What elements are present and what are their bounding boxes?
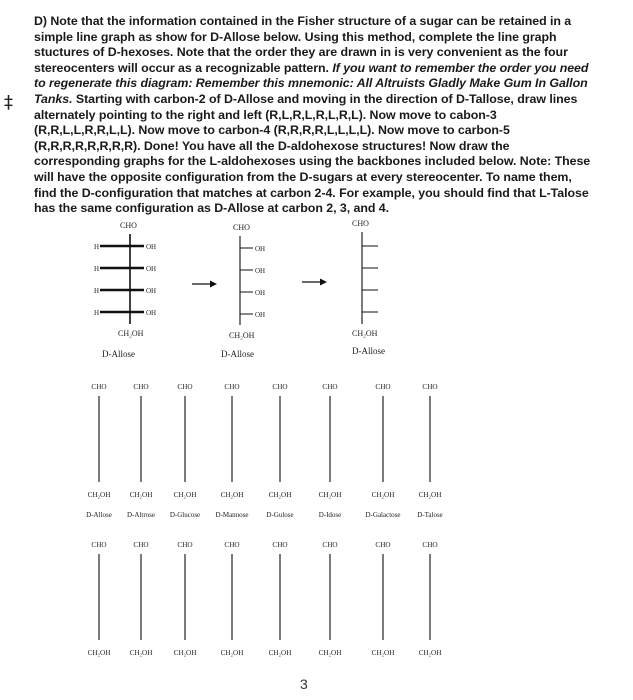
fisher-h-label: H xyxy=(94,243,100,251)
fisher-oh-label: OH xyxy=(146,265,157,273)
page-number: 3 xyxy=(300,676,308,692)
sugar-backbone xyxy=(215,383,248,519)
backbone-ch2oh-label: CH₂OH xyxy=(318,649,342,657)
backbone-cho-label: CHO xyxy=(272,383,288,391)
sugar-backbone xyxy=(88,541,111,657)
backbone-ch2oh-label: CH₂OH xyxy=(220,491,244,499)
line-oh-label: OH xyxy=(255,289,266,297)
fisher-row xyxy=(94,265,156,273)
backbone-ch2oh-label: CH₂OH xyxy=(371,649,395,657)
fisher-cho-label: CHO xyxy=(120,221,137,230)
backbone-cho-label: CHO xyxy=(91,383,107,391)
sugar-name-label: D-Talose xyxy=(417,511,443,519)
l-hexose-backbones xyxy=(88,541,442,657)
fisher-row xyxy=(94,243,156,251)
backbone-cho-label: CHO xyxy=(322,541,338,549)
backbone-ch2oh-label: CH₂OH xyxy=(318,491,342,499)
problem-text-part1: D) Note that the information contained in the Fisher structure of a sugar can be retained in a simple line graph as show for D-Allose below. Using this method, complete the line graph stuctures of D-hexoses. Note that the order they are drawn in is very convenient as the four stereocenters will occur as a recognizable pattern. xyxy=(34,14,572,75)
sugar-name-label: D-Idose xyxy=(318,511,342,519)
fisher-h-label: H xyxy=(94,309,100,317)
backbone-ch2oh-label: CH₂OH xyxy=(418,491,442,499)
sugar-backbone xyxy=(366,383,401,519)
line-representation-d-allose xyxy=(221,223,265,359)
sugar-name-label: D-Altrose xyxy=(127,511,155,519)
sugar-backbone xyxy=(170,383,200,519)
sugar-backbone xyxy=(266,383,293,519)
sugar-backbone xyxy=(319,383,342,519)
backbone-cho-label: CHO xyxy=(422,383,438,391)
fisher-oh-label: OH xyxy=(146,287,157,295)
sugar-backbone xyxy=(319,541,342,657)
fisher-projection-d-allose xyxy=(94,221,156,359)
line-ch2oh-label: CH₂OH xyxy=(229,331,255,340)
fisher-row xyxy=(94,287,156,295)
backbone-ch2oh-label: CH₂OH xyxy=(220,649,244,657)
sugar-backbone xyxy=(221,541,244,657)
sugar-name-label: D-Mannose xyxy=(215,511,249,519)
sugar-backbone xyxy=(174,541,197,657)
backbone-ch2oh-label: CH₂OH xyxy=(87,491,111,499)
sugar-backbone xyxy=(419,541,442,657)
d-hexose-backbones xyxy=(86,383,443,519)
backbone-cho-label: CHO xyxy=(322,383,338,391)
graph-ch2oh-label: CH₂OH xyxy=(352,329,378,338)
sugar-name-label: D-Allose xyxy=(86,511,112,519)
backbone-cho-label: CHO xyxy=(375,541,391,549)
sugar-backbone xyxy=(269,541,292,657)
backbone-ch2oh-label: CH₂OH xyxy=(418,649,442,657)
backbone-cho-label: CHO xyxy=(133,541,149,549)
backbone-ch2oh-label: CH₂OH xyxy=(371,491,395,499)
problem-text-mnemonic: If you want to remember the order you need to regenerate this diagram: Remember this mnemonic: All Altruists Gladly Make Gum In Gallon Tanks. xyxy=(34,60,589,106)
arrow-icon xyxy=(302,279,327,286)
fisher-ch2oh-label: CH₂OH xyxy=(118,329,144,338)
sugar-name-label: D-Gulose xyxy=(266,511,294,519)
line-oh-label: OH xyxy=(255,245,266,253)
fisher-oh-label: OH xyxy=(146,243,157,251)
fisher-h-label: H xyxy=(94,287,100,295)
sugar-name-label: D-Galactose xyxy=(365,511,401,519)
backbone-ch2oh-label: CH₂OH xyxy=(268,491,292,499)
line-oh-label: OH xyxy=(255,311,266,319)
backbone-cho-label: CHO xyxy=(375,383,391,391)
line-name-label: D-Allose xyxy=(221,349,254,359)
line-graph-d-allose xyxy=(352,219,385,356)
backbone-cho-label: CHO xyxy=(224,383,240,391)
backbone-cho-label: CHO xyxy=(272,541,288,549)
arrow-icon xyxy=(192,281,217,288)
fisher-oh-label: OH xyxy=(146,309,157,317)
backbone-ch2oh-label: CH₂OH xyxy=(129,649,153,657)
backbone-cho-label: CHO xyxy=(177,383,193,391)
fisher-row xyxy=(94,309,156,317)
fisher-name-label: D-Allose xyxy=(102,349,135,359)
backbone-ch2oh-label: CH₂OH xyxy=(173,649,197,657)
problem-text-part3: Starting with carbon-2 of D-Allose and moving in the direction of D-Tallose, draw lines alternately pointing to the right and left (R,L,R,L,R,L,R,L). Now move to cabon-3 (R,R,L,L,R,R,L,L). Now move to carbon-4 (R,R,R,R,L,L,L,L). Now move to carbon-5 (R,R,R,R,R,R,R,R). Done! You have all the D-aldohexose structures! Now draw the corresponding graphs for the L-aldohexoses using the backbones included below. Note: These will have the opposite configuration from the D-sugars at every stereocenter. To name them, find the D-configuration that matches at carbon 2-4. For example, you should find that L-Talose has the same configuration as D-Allose at carbon 2, 3, and 4. xyxy=(34,91,591,216)
backbone-cho-label: CHO xyxy=(133,383,149,391)
graph-name-label: D-Allose xyxy=(352,346,385,356)
backbone-ch2oh-label: CH₂OH xyxy=(268,649,292,657)
line-oh-label: OH xyxy=(255,267,266,275)
sugar-name-label: D-Glucose xyxy=(169,511,201,519)
fisher-h-label: H xyxy=(94,265,100,273)
line-cho-label: CHO xyxy=(233,223,250,232)
backbone-cho-label: CHO xyxy=(224,541,240,549)
sugar-backbone xyxy=(127,383,155,519)
sugar-backbone xyxy=(130,541,153,657)
backbone-cho-label: CHO xyxy=(177,541,193,549)
backbone-cho-label: CHO xyxy=(91,541,107,549)
backbone-cho-label: CHO xyxy=(422,541,438,549)
sugar-backbone xyxy=(372,541,395,657)
graph-cho-label: CHO xyxy=(352,219,369,228)
backbone-ch2oh-label: CH₂OH xyxy=(129,491,153,499)
sugar-backbone xyxy=(417,383,443,519)
sugar-backbone xyxy=(86,383,112,519)
handwritten-margin-mark: ‡ xyxy=(4,92,13,113)
backbone-ch2oh-label: CH₂OH xyxy=(87,649,111,657)
backbone-ch2oh-label: CH₂OH xyxy=(173,491,197,499)
